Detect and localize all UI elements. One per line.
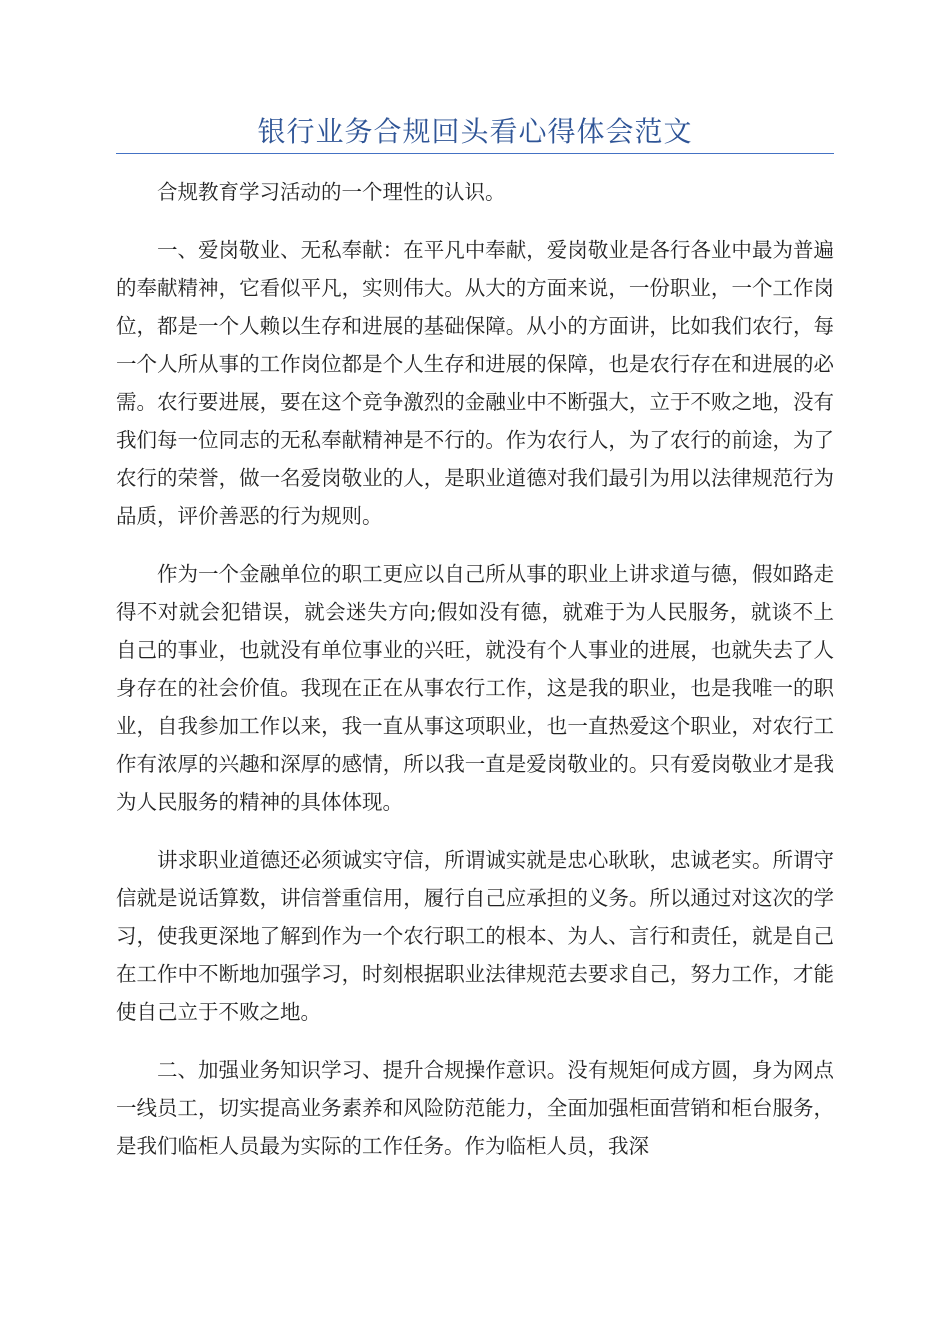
paragraph-compliance: 二、加强业务知识学习、提升合规操作意识。没有规矩何成方圆，身为网点一线员工，切实提高业务素养和风险防范能力，全面加强柜面营销和柜台服务，是我们临柜人员最为实际的工作任务。作为临柜人员，我深 [116, 1058, 834, 1158]
paragraph-dedication: 一、爱岗敬业、无私奉献：在平凡中奉献，爱岗敬业是各行各业中最为普遍的奉献精神，它看似平凡，实则伟大。从大的方面来说，一份职业，一个工作岗位，都是一个人赖以生存和进展的基础保障。从小的方面讲，比如我们农行，每一个人所从事的工作岗位都是个人生存和进展的保障，也是农行存在和进展的必需。农行要进展，要在这个竞争激烈的金融业中不断强大，立于不败之地，没有我们每一位同志的无私奉献精神是不行的。作为农行人，为了农行的前途，为了农行的荣誉，做一名爱岗敬业的人，是职业道德对我们最引为用以法律规范行为品质，评价善恶的行为规则。 [116, 238, 834, 528]
title-underline [116, 153, 834, 154]
paragraph-intro: 合规教育学习活动的一个理性的认识。 [157, 180, 506, 204]
document-body [116, 173, 834, 1185]
page-title: 银行业务合规回头看心得体会范文 [257, 115, 693, 148]
paragraph-ethics: 作为一个金融单位的职工更应以自己所从事的职业上讲求道与德，假如路走得不对就会犯错误，就会迷失方向;假如没有德，就难于为人民服务，就谈不上自己的事业，也就没有单位事业的兴旺，就没有个人事业的进展，也就失去了人身存在的社会价值。我现在正在从事农行工作，这是我的职业，也是我唯一的职业，自我参加工作以来，我一直从事这项职业，也一直热爱这个职业，对农行工作有浓厚的兴趣和深厚的感情，所以我一直是爱岗敬业的。只有爱岗敬业才是我为人民服务的精神的具体体现。 [116, 562, 834, 814]
paragraph-integrity: 讲求职业道德还必须诚实守信，所谓诚实就是忠心耿耿，忠诚老实。所谓守信就是说话算数，讲信誉重信用，履行自己应承担的义务。所以通过对这次的学习，使我更深地了解到作为一个农行职工的根本、为人、言行和责任，就是自己在工作中不断地加强学习，时刻根据职业法律规范去要求自己，努力工作，才能使自己立于不败之地。 [116, 848, 834, 1024]
